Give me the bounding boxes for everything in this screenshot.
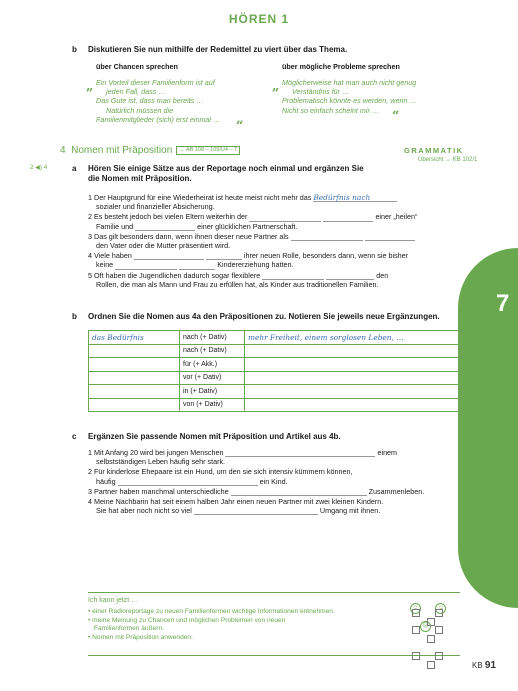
nomen-cell[interactable]: das Bedürfnis [89, 331, 180, 345]
self-check-heading: Ich kann jetzt … [88, 597, 139, 604]
list-item: 3 Das gilt besonders dann, wenn ihnen dieser neue Partner als [88, 232, 468, 241]
problems-quote: Möglicherweise hat man auch nicht genug Verständnis für … Problematisch könnte es werden, wenn … Nicht so einfach scheint mir … [282, 78, 417, 115]
quote-close-icon: “ [236, 119, 244, 134]
quote-open-icon: „ [86, 79, 94, 94]
workbook-ref-badge: → AB 108 – 109/Ü4 – 7 [176, 146, 240, 155]
preposition-cell: für (+ Akk.) [180, 358, 245, 372]
nomen-cell[interactable] [89, 398, 180, 412]
grammatik-reference: Übersicht → KB 102/1 [418, 157, 478, 163]
exercise-4c-list: 1 Mit Anfang 20 wird bei jungen Menschen einem selbstständigen Leben häufig sehr stark. 2 Für kinderlose Ehepaare ist ein Hund, um den sie sich intensiv kümmern können, häufig ein Kind. 3 Partner haben manchmal unterschiedliche Zusammenleben. 4 Meine Nachbarin hat seit einem halben Jahr einen neuen Partner mit zwei kleinen Kindern. Sie hat aber noch nicht so viel Umgang mit ihnen. [88, 448, 468, 515]
grammatik-label: GRAMMATIK [404, 146, 464, 155]
preposition-cell: nach (+ Dativ) [180, 344, 245, 358]
answer-blank[interactable] [115, 261, 177, 270]
preposition-cell: von (+ Dativ) [180, 398, 245, 412]
extension-cell[interactable] [245, 398, 460, 412]
answer-blank[interactable] [135, 222, 195, 231]
list-item: 5 Oft haben die Jugendlichen dadurch sogar flexiblere den [88, 270, 389, 280]
exercise-4a-list: 1 Der Hauptgrund für eine Wiederheirat ist heute meist nicht mehr das Bedürfnis nach sozialer und finanzieller Absicherung. 2 Es besteht jedoch bei vielen Eltern weiterhin der einer „heilen“ Familie und einer glücklichen Partnerschaft. 3 Das gilt besonders dann, wenn ihnen dieser neue Partner als den Vater oder die Mutter präsentiert wird. 4 Viele haben ihrer neuen Rolle, besonders dann, wenn sie bisher keine Kindererziehung hatten. 5 Oft haben die Jugendlichen dadurch sogar flexiblere den Rollen, die man als Mann und Frau zu erfüllen hat, als Kinder aus traditionellen Familien. [88, 193, 468, 289]
answer-blank[interactable] [323, 213, 373, 222]
list-item: 4 Viele haben ihrer neuen Rolle, besonders dann, wenn sie bisher [88, 251, 409, 261]
list-item: • einer Radioreportage zu neuen Familienformen wichtige Informationen entnehmen. [88, 608, 335, 615]
list-item: 1 Der Hauptgrund für eine Wiederheirat ist heute meist nicht mehr das Bedürfnis nach [88, 193, 468, 202]
answer-blank[interactable] [231, 487, 367, 496]
nomen-table [88, 330, 460, 412]
answer-blank[interactable] [118, 477, 258, 486]
table-row [89, 331, 460, 345]
checkbox[interactable] [435, 626, 443, 634]
nomen-cell[interactable] [89, 358, 180, 372]
answer-blank[interactable] [262, 271, 324, 280]
extension-cell[interactable] [245, 344, 460, 358]
task-4c-instruction: Ergänzen Sie passende Nomen mit Präposition und Artikel aus 4b. [88, 432, 341, 441]
preposition-cell: in (+ Dativ) [180, 385, 245, 399]
answer-blank[interactable] [194, 506, 318, 515]
extension-cell[interactable] [245, 385, 460, 399]
checkbox[interactable] [412, 652, 420, 660]
task-4b-label: b [72, 312, 77, 321]
list-item: 4 Meine Nachbarin hat seit einem halben Jahr einen neuen Partner mit zwei kleinen Kindern. [88, 497, 384, 507]
table-row [89, 398, 460, 412]
neutral-face-icon: ☺ [435, 603, 446, 614]
list-item: • meine Meinung zu Chancen und möglichen Problemen von neuen [88, 616, 286, 624]
nomen-cell[interactable] [89, 371, 180, 385]
quote-close-icon: “ [392, 109, 400, 124]
list-item: 2 Für kinderlose Ehepaare ist ein Hund, um den sie sich intensiv kümmern können, [88, 467, 353, 477]
list-item: 1 Mit Anfang 20 wird bei jungen Menschen einem [88, 448, 398, 457]
self-check-list: • einer Radioreportage zu neuen Familienformen wichtige Informationen entnehmen. • meine Meinung zu Chancen und möglichen Problemen von neuen Familienformen äußern. • Nomen mit Präposition anwenden. [88, 608, 398, 642]
task-b-label: b [72, 45, 77, 54]
answer-blank[interactable] [326, 271, 374, 280]
audio-track[interactable]: 2 ◀) 4 [30, 164, 48, 171]
table-row [89, 385, 460, 399]
answer-blank[interactable] [249, 213, 321, 222]
problems-heading: über mögliche Probleme sprechen [282, 62, 400, 71]
checkbox[interactable] [427, 661, 435, 669]
answer-blank[interactable] [365, 232, 415, 241]
sad-face-icon: ☹ [420, 621, 431, 632]
preposition-cell: vor (+ Dativ) [180, 371, 245, 385]
extension-cell[interactable] [245, 358, 460, 372]
table-row [89, 371, 460, 385]
extension-cell[interactable]: mehr Freiheit, einem sorglosen Leben, … [245, 331, 460, 345]
list-item: 2 Es besteht jedoch bei vielen Eltern weiterhin der einer „heilen“ [88, 212, 418, 222]
checkbox[interactable] [435, 652, 443, 660]
page-title: HÖREN 1 [228, 12, 290, 26]
checkbox[interactable] [412, 626, 420, 634]
list-item: 3 Partner haben manchmal unterschiedliche Zusammenleben. [88, 486, 425, 496]
list-item: • Nomen mit Präposition anwenden. [88, 633, 193, 641]
task-b-instruction: Diskutieren Sie nun mithilfe der Redemittel zu viert über das Thema. [88, 45, 348, 54]
page-number: KB 91 [472, 660, 497, 671]
extension-cell[interactable] [245, 371, 460, 385]
preposition-cell: nach (+ Dativ) [180, 331, 245, 345]
checkbox[interactable] [427, 618, 435, 626]
happy-face-icon: ☺ [410, 603, 421, 614]
chapter-number: 7 [496, 290, 510, 317]
task-4c-label: c [72, 432, 77, 441]
task-4b-instruction: Ordnen Sie die Nomen aus 4a den Präpositionen zu. Notieren Sie jeweils neue Ergänzungen. [88, 312, 440, 321]
task-4a-instruction: Hören Sie einige Sätze aus der Reportage noch einmal und ergänzen Sie die Nomen mit Präposition. [88, 164, 364, 183]
checkbox[interactable] [435, 609, 443, 617]
answer-blank[interactable] [291, 232, 363, 241]
nomen-cell[interactable] [89, 344, 180, 358]
nomen-cell[interactable] [89, 385, 180, 399]
table-row [89, 358, 460, 372]
checkbox-grid [412, 609, 460, 669]
answer-blank[interactable] [225, 448, 375, 457]
checkbox[interactable] [412, 609, 420, 617]
answer-blank[interactable] [179, 261, 215, 270]
chances-quote: Ein Vorteil dieser Familienform ist auf jeden Fall, dass … Das Gute ist, dass man bereits … Natürlich müssen die Familienmitglieder (sich) erst einmal … [96, 78, 221, 124]
table-row [89, 344, 460, 358]
checkbox[interactable] [427, 635, 435, 643]
quote-open-icon: „ [272, 79, 280, 94]
section-4-heading: 4 Nomen mit Präposition → AB 108 – 109/Ü4 – 7 [60, 145, 240, 156]
task-4a-label: a [72, 164, 77, 173]
self-check-box [88, 592, 460, 656]
answer-blank[interactable]: Bedürfnis nach [313, 193, 397, 202]
answer-blank[interactable] [134, 251, 204, 260]
chances-heading: über Chancen sprechen [96, 62, 178, 71]
answer-blank[interactable] [206, 251, 242, 260]
